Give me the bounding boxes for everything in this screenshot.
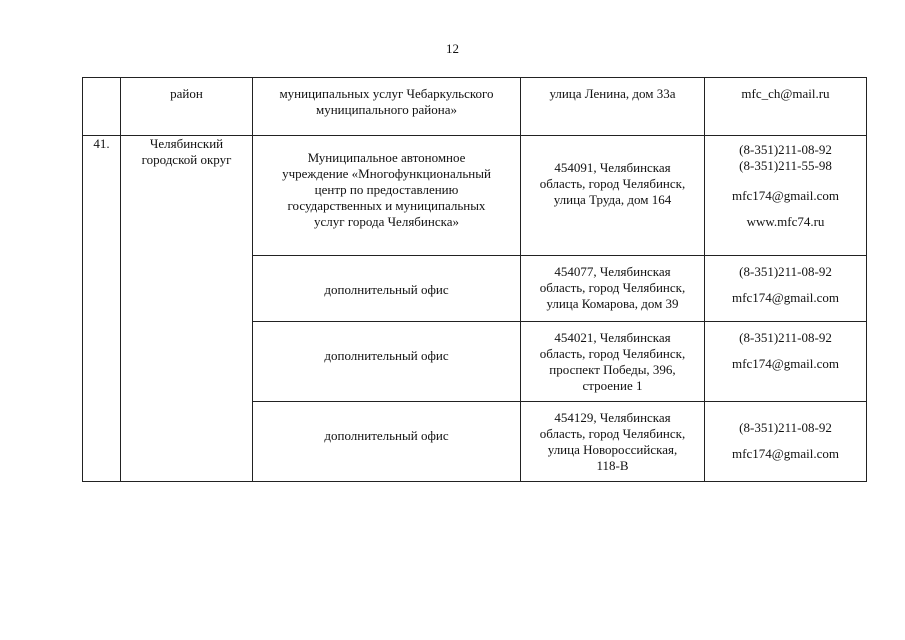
- page-number: 12: [446, 41, 459, 56]
- address-line: строение 1: [582, 378, 643, 393]
- organization-cell: дополнительный офис: [253, 322, 521, 402]
- email-text: mfc174@gmail.com: [732, 356, 839, 371]
- address-line: область, город Челябинск,: [539, 176, 686, 191]
- phone-text: (8-351)211-08-92: [739, 420, 832, 435]
- organization-line: центр по предоставлению: [314, 182, 459, 197]
- address-line: улица Труда, дом 164: [553, 192, 672, 207]
- district-cell: район: [121, 78, 253, 136]
- district-line: городской округ: [141, 152, 232, 167]
- organization-cell: [253, 78, 521, 136]
- contacts-cell: [705, 402, 867, 482]
- address-line: область, город Челябинск,: [539, 426, 686, 441]
- email-text: mfc174@gmail.com: [732, 290, 839, 305]
- email-text: mfc174@gmail.com: [732, 188, 839, 203]
- organization-line: услуг города Челябинска»: [314, 214, 459, 229]
- address-cell: улица Ленина, дом 33а: [521, 78, 705, 136]
- contacts-cell: [705, 136, 867, 256]
- contacts-cell: [705, 322, 867, 402]
- district-line: Челябинский: [149, 136, 224, 151]
- mfc-table: [82, 77, 867, 482]
- table-row: [83, 78, 867, 136]
- address-line: проспект Победы, 396,: [549, 362, 676, 377]
- email-text: mfc174@gmail.com: [732, 446, 839, 461]
- address-line: 118-В: [596, 458, 629, 473]
- organization-cell: [253, 136, 521, 256]
- address-cell: [521, 402, 705, 482]
- organization-cell: дополнительный офис: [253, 402, 521, 482]
- address-cell: [521, 136, 705, 256]
- website-text: www.mfc74.ru: [746, 214, 825, 229]
- organization-line: муниципального района»: [316, 102, 457, 117]
- address-line: 454077, Челябинская: [554, 264, 671, 279]
- address-line: 454129, Челябинская: [554, 410, 671, 425]
- phone-text: (8-351)211-08-92: [739, 264, 832, 279]
- contacts-cell: [705, 256, 867, 322]
- address-line: улица Новороссийская,: [547, 442, 678, 457]
- phone-text: (8-351)211-08-92: [739, 330, 832, 345]
- organization-line: Муниципальное автономное: [307, 150, 466, 165]
- address-line: 454091, Челябинская: [554, 160, 671, 175]
- row-number-cell: [83, 78, 121, 136]
- contacts-cell: mfc_ch@mail.ru: [705, 78, 867, 136]
- organization-cell: дополнительный офис: [253, 256, 521, 322]
- table-row: [83, 136, 867, 256]
- address-cell: [521, 322, 705, 402]
- address-line: область, город Челябинск,: [539, 346, 686, 361]
- district-cell: [121, 136, 253, 482]
- address-cell: [521, 256, 705, 322]
- phone-text: (8-351)211-55-98: [739, 158, 832, 173]
- address-line: 454021, Челябинская: [554, 330, 671, 345]
- organization-line: государственных и муниципальных: [287, 198, 486, 213]
- organization-line: муниципальных услуг Чебаркульского: [279, 86, 494, 101]
- address-line: улица Комарова, дом 39: [546, 296, 679, 311]
- row-number-cell: 41.: [83, 136, 121, 482]
- phone-text: (8-351)211-08-92: [739, 142, 832, 157]
- organization-line: учреждение «Многофункциональный: [282, 166, 491, 181]
- address-line: область, город Челябинск,: [539, 280, 686, 295]
